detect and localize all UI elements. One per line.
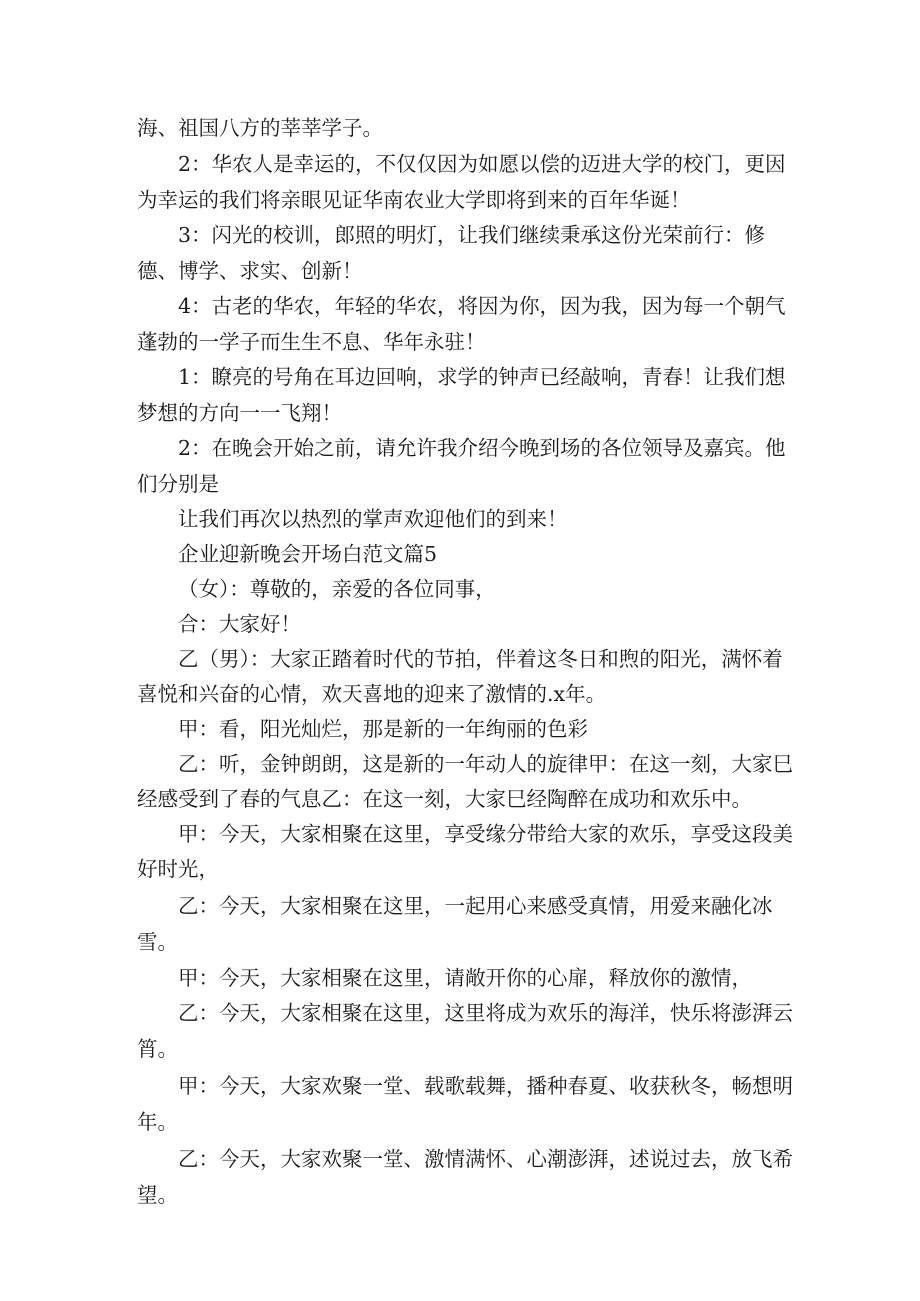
text-line: 梦想的方向一一飞翔！	[137, 401, 342, 425]
text-line: 乙（男）：大家正踏着时代的节拍，伴着这冬日和煦的阳光，满怀着	[178, 647, 783, 671]
text-line: 好时光，	[137, 857, 219, 881]
text-line: 雪。	[137, 930, 178, 954]
section-heading: 企业迎新晚会开场白范文篇5	[178, 542, 438, 566]
text-line: 2：华农人是幸运的，不仅仅因为如愿以偿的迈进大学的校门，更因	[178, 152, 786, 176]
text-line: （女）：尊敬的，亲爱的各位同事，	[178, 577, 496, 601]
text-line: 让我们再次以热烈的掌声欢迎他们的到来！	[178, 507, 568, 531]
text-line: 乙：今天，大家相聚在这里，一起用心来感受真情，用爱来融化冰	[178, 894, 773, 918]
text-line: 乙：今天，大家欢聚一堂、激情满怀、心潮澎湃，述说过去，放飞希	[178, 1147, 793, 1171]
text-line: 为幸运的我们将亲眼见证华南农业大学即将到来的百年华诞！	[137, 188, 691, 212]
text-line: 4：古老的华农，年轻的华农，将因为你，因为我，因为每一个朝气	[178, 294, 786, 318]
text-line: 喜悦和兴奋的心情，欢天喜地的迎来了激情的.x年。	[137, 682, 607, 706]
text-line: 们分别是	[137, 472, 219, 496]
text-line: 海、祖国八方的莘莘学子。	[137, 116, 383, 140]
text-line: 筲。	[137, 1037, 178, 1061]
text-line: 望。	[137, 1183, 178, 1207]
text-line: 经感受到了春的气息乙：在这一刻，大家巳经陶醉在成功和欢乐中。	[137, 787, 752, 811]
text-line: 甲：今天，大家欢聚一堂、载歌载舞，播种春夏、收获秋冬，畅想明	[178, 1074, 793, 1098]
text-line: 合：大家好！	[178, 612, 301, 636]
text-line: 甲：看，阳光灿烂，那是新的一年绚丽的色彩	[178, 717, 588, 741]
text-line: 2：在晚会开始之前，请允许我介绍今晚到场的各位领导及嘉宾。他	[178, 436, 786, 460]
text-line: 年。	[137, 1110, 178, 1134]
text-line: 甲：今天，大家相聚在这里，享受缘分带给大家的欢乐，享受这段美	[178, 822, 793, 846]
text-line: 1：瞭亮的号角在耳边回响，求学的钟声已经敲响，青春！让我们想	[178, 365, 786, 389]
text-line: 乙：听，金钟朗朗，这是新的一年动人的旋律甲：在这一刻，大家巳	[178, 752, 793, 776]
text-line: 蓬勃的一学子而生生不息、华年永驻！	[137, 330, 486, 354]
text-line: 3：闪光的校训，郎照的明灯，让我们继续秉承这份光荣前行：修	[178, 223, 766, 247]
text-line: 乙：今天，大家相聚在这里，这里将成为欢乐的海洋，快乐将澎湃云	[178, 1001, 793, 1025]
text-line: 甲：今天，大家相聚在这里，请敞开你的心扉，释放你的激情，	[178, 966, 752, 990]
text-line: 德、博学、求实、创新！	[137, 259, 363, 283]
